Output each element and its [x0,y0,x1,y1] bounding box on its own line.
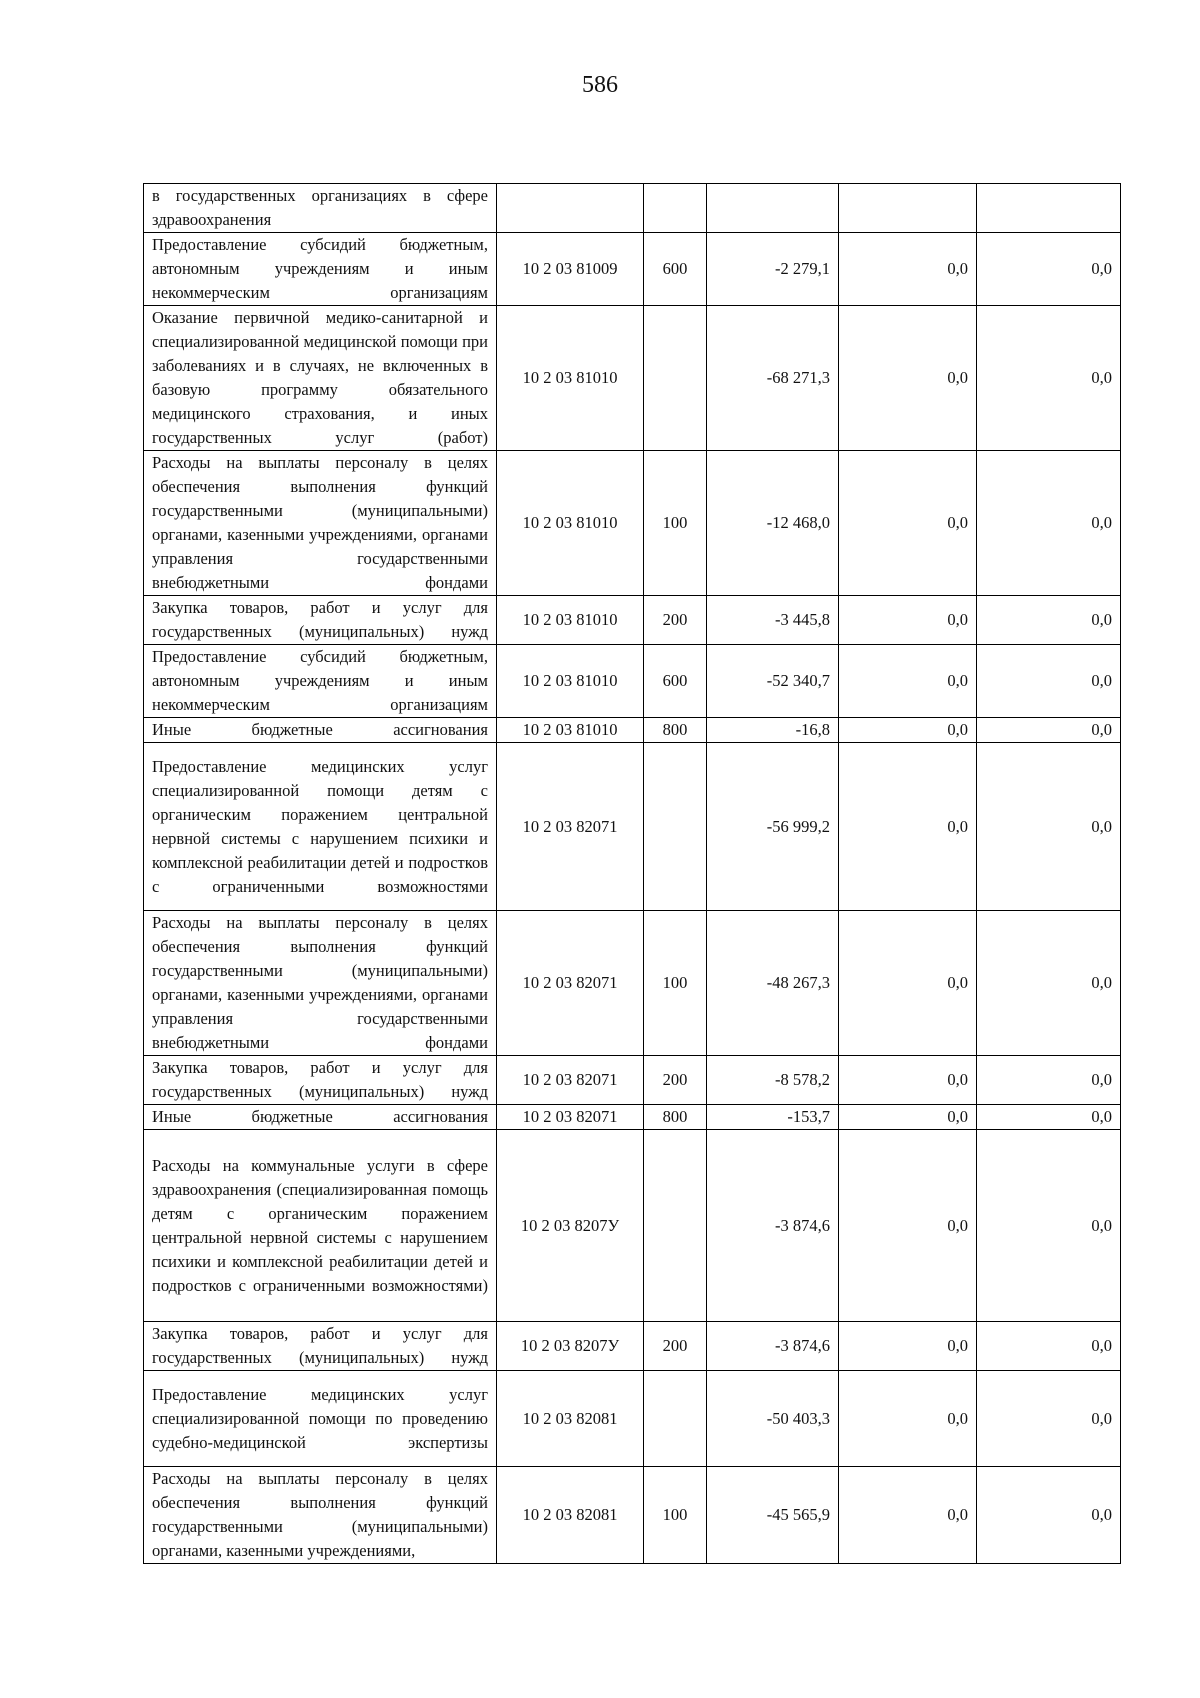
row-value-1-cell: -45 565,9 [707,1467,839,1564]
row-name-cell: Расходы на выплаты персоналу в целях обеспечения выполнения функций государственными (муниципальными) органами, казенными учреждениями, [144,1467,497,1564]
row-expense-type-cell: 200 [644,1322,707,1371]
row-expense-type-cell: 100 [644,451,707,596]
row-value-1-cell: -8 578,2 [707,1056,839,1105]
row-value-2-cell: 0,0 [839,306,977,451]
row-expense-type-cell [644,1130,707,1322]
row-name-cell: Иные бюджетные ассигнования [144,1105,497,1130]
row-value-3-cell: 0,0 [977,743,1121,911]
row-code-cell: 10 2 03 81010 [497,451,644,596]
row-expense-type-cell: 600 [644,233,707,306]
table-row [144,1105,1121,1130]
table-row [144,596,1121,645]
table-body [144,184,1121,1564]
row-code-cell: 10 2 03 82071 [497,911,644,1056]
row-value-2-cell: 0,0 [839,233,977,306]
row-expense-type-cell: 200 [644,1056,707,1105]
row-value-2-cell: 0,0 [839,596,977,645]
row-expense-type-cell: 800 [644,718,707,743]
row-value-3-cell: 0,0 [977,306,1121,451]
row-expense-type-cell: 100 [644,911,707,1056]
table-row [144,306,1121,451]
table-row [144,1467,1121,1564]
row-expense-type-cell: 200 [644,596,707,645]
row-code-cell: 10 2 03 81010 [497,306,644,451]
table-row [144,1371,1121,1467]
row-value-1-cell: -153,7 [707,1105,839,1130]
row-name-cell: Предоставление медицинских услуг специализированной помощи детям с органическим поражением центральной нервной системы с нарушением психики и комплексной реабилитации детей и подростков с ограниченными возможностями [144,743,497,911]
row-value-1-cell: -3 445,8 [707,596,839,645]
row-value-1-cell: -3 874,6 [707,1130,839,1322]
row-name-cell: в государственных организациях в сфере здравоохранения [144,184,497,233]
row-value-2-cell [839,184,977,233]
row-value-2-cell: 0,0 [839,1105,977,1130]
row-value-1-cell: -2 279,1 [707,233,839,306]
row-code-cell: 10 2 03 82081 [497,1467,644,1564]
row-value-1-cell: -56 999,2 [707,743,839,911]
row-name-cell: Закупка товаров, работ и услуг для государственных (муниципальных) нужд [144,596,497,645]
table-row [144,184,1121,233]
row-value-3-cell: 0,0 [977,1322,1121,1371]
row-value-3-cell: 0,0 [977,1467,1121,1564]
row-name-cell: Предоставление субсидий бюджетным, автономным учреждениям и иным некоммерческим организациям [144,645,497,718]
row-value-3-cell: 0,0 [977,233,1121,306]
row-value-3-cell: 0,0 [977,645,1121,718]
row-name-cell: Расходы на коммунальные услуги в сфере здравоохранения (специализированная помощь детям с органическим поражением центральной нервной системы с нарушением психики и комплексной реабилитации детей и подростков с ограниченными возможностями) [144,1130,497,1322]
row-expense-type-cell [644,306,707,451]
row-value-1-cell [707,184,839,233]
row-code-cell: 10 2 03 81010 [497,596,644,645]
row-expense-type-cell: 800 [644,1105,707,1130]
table-row [144,718,1121,743]
row-value-2-cell: 0,0 [839,1130,977,1322]
row-code-cell: 10 2 03 81010 [497,645,644,718]
row-value-2-cell: 0,0 [839,1467,977,1564]
row-code-cell: 10 2 03 82071 [497,743,644,911]
row-value-3-cell: 0,0 [977,1371,1121,1467]
row-expense-type-cell [644,743,707,911]
row-name-cell: Расходы на выплаты персоналу в целях обеспечения выполнения функций государственными (муниципальными) органами, казенными учреждениями, органами управления государственными внебюджетными фондами [144,911,497,1056]
row-code-cell: 10 2 03 81010 [497,718,644,743]
row-name-cell: Закупка товаров, работ и услуг для государственных (муниципальных) нужд [144,1056,497,1105]
row-value-3-cell: 0,0 [977,718,1121,743]
row-value-1-cell: -3 874,6 [707,1322,839,1371]
row-value-2-cell: 0,0 [839,1371,977,1467]
row-code-cell: 10 2 03 82071 [497,1056,644,1105]
row-value-2-cell: 0,0 [839,1322,977,1371]
row-name-cell: Оказание первичной медико-санитарной и специализированной медицинской помощи при заболеваниях и в случаях, не включенных в базовую программу обязательного медицинского страхования, и иных государственных услуг (работ) [144,306,497,451]
row-value-3-cell: 0,0 [977,451,1121,596]
table-row [144,743,1121,911]
row-value-2-cell: 0,0 [839,1056,977,1105]
row-value-2-cell: 0,0 [839,911,977,1056]
row-expense-type-cell: 100 [644,1467,707,1564]
row-name-cell: Предоставление медицинских услуг специализированной помощи по проведению судебно-медицинской экспертизы [144,1371,497,1467]
page-number: 586 [582,72,618,98]
table-row [144,1056,1121,1105]
row-value-3-cell: 0,0 [977,1105,1121,1130]
row-value-3-cell: 0,0 [977,1056,1121,1105]
row-code-cell: 10 2 03 81009 [497,233,644,306]
table-row [144,911,1121,1056]
row-code-cell: 10 2 03 8207У [497,1130,644,1322]
row-name-cell: Закупка товаров, работ и услуг для государственных (муниципальных) нужд [144,1322,497,1371]
table-row [144,1322,1121,1371]
table-row [144,1130,1121,1322]
row-value-1-cell: -68 271,3 [707,306,839,451]
row-expense-type-cell: 600 [644,645,707,718]
row-value-1-cell: -16,8 [707,718,839,743]
row-value-3-cell: 0,0 [977,596,1121,645]
row-name-cell: Иные бюджетные ассигнования [144,718,497,743]
table-row [144,645,1121,718]
row-code-cell [497,184,644,233]
row-name-cell: Предоставление субсидий бюджетным, автономным учреждениям и иным некоммерческим организациям [144,233,497,306]
row-value-3-cell: 0,0 [977,911,1121,1056]
row-value-1-cell: -52 340,7 [707,645,839,718]
row-expense-type-cell [644,1371,707,1467]
row-value-2-cell: 0,0 [839,743,977,911]
row-value-1-cell: -12 468,0 [707,451,839,596]
row-name-cell: Расходы на выплаты персоналу в целях обеспечения выполнения функций государственными (муниципальными) органами, казенными учреждениями, органами управления государственными внебюджетными фондами [144,451,497,596]
row-value-3-cell: 0,0 [977,1130,1121,1322]
row-code-cell: 10 2 03 8207У [497,1322,644,1371]
row-code-cell: 10 2 03 82071 [497,1105,644,1130]
row-value-3-cell [977,184,1121,233]
budget-table [143,183,1121,1564]
row-expense-type-cell [644,184,707,233]
row-value-2-cell: 0,0 [839,718,977,743]
row-value-1-cell: -48 267,3 [707,911,839,1056]
row-value-2-cell: 0,0 [839,451,977,596]
row-value-1-cell: -50 403,3 [707,1371,839,1467]
table-row [144,233,1121,306]
table-row [144,451,1121,596]
row-code-cell: 10 2 03 82081 [497,1371,644,1467]
row-value-2-cell: 0,0 [839,645,977,718]
